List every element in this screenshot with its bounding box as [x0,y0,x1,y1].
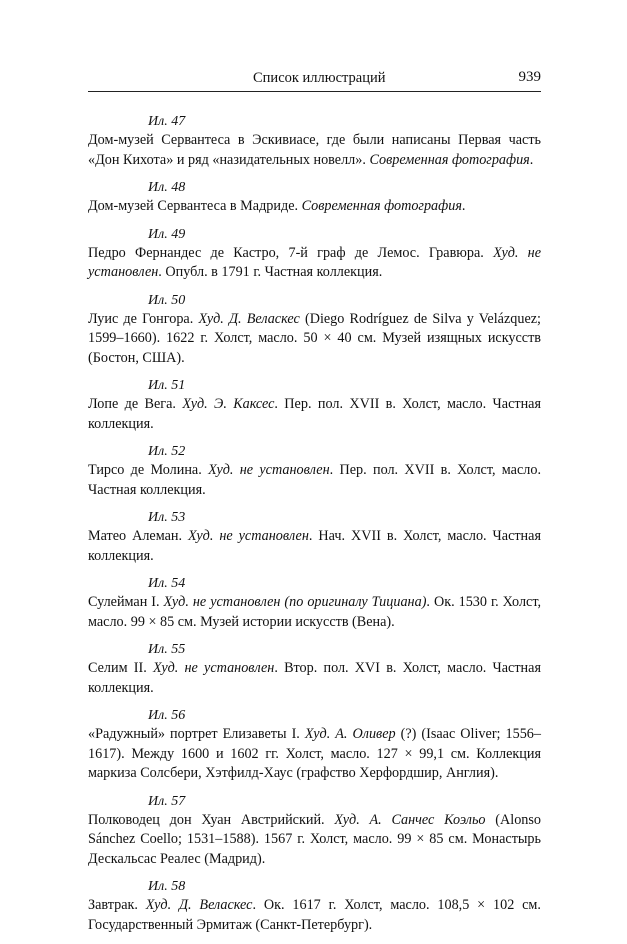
illustration-caption: Сулейман I. Худ. не установлен (по оригиналу Тициана). Ок. 1530 г. Холст, масло. 99 × 85 см. Музей истории искусств (Вена). [88,594,541,630]
list-item [88,509,541,566]
illustration-label: Ил. 48 [148,180,186,195]
illustration-caption: Полководец дон Хуан Австрийский. Худ. А. Санчес Коэльо (Alonso Sánchez Coello; 1531–1588). 1567 г. Холст, масло. 99 × 85 см. Монастырь Дескальсас Реалес (Мадрид). [88,811,542,867]
list-item [88,292,541,369]
header-title: Список иллюстраций [253,70,386,86]
list-item [88,575,541,632]
running-header [88,66,541,92]
illustration-label: Ил. 49 [148,226,186,242]
illustration-caption: Луис де Гонгора. Худ. Д. Веласкес (Diego Rodríguez de Silva y Velázquez; 1599–1660). 1622 г. Холст, масло. 50 × 40 см. Музей изящных искусств (Бостон, США). [88,310,541,366]
list-item [88,443,541,500]
illustration-caption: Дом-музей Сервантеса в Мадриде. Современная фотография. [88,198,466,214]
list-item [88,707,541,784]
illustration-caption: Педро Фернандес де Кастро, 7-й граф де Лемос. Гравюра. Худ. не установлен. Опубл. в 1791 г. Частная коллекция. [88,244,542,280]
page-number: 939 [518,69,541,85]
illustration-caption: Завтрак. Худ. Д. Веласкес. Ок. 1617 г. Холст, масло. 108,5 × 102 см. Государственный Эрмитаж (Санкт-Петербург). [88,897,541,933]
illustration-label: Ил. 55 [148,642,186,657]
illustration-label: Ил. 47 [148,114,186,129]
illustration-label: Ил. 50 [148,292,186,308]
illustration-caption: Матео Алеман. Худ. не установлен. Нач. XVII в. Холст, масло. Частная коллекция. [88,528,541,564]
list-item [88,226,541,283]
list-item [88,377,541,434]
illustration-list [88,113,541,944]
illustration-label: Ил. 58 [148,879,186,894]
list-item [88,793,541,870]
list-item [88,113,541,170]
list-item [88,179,541,217]
illustration-label: Ил. 54 [148,576,186,591]
illustration-caption: Дом-музей Сервантеса в Эскивиасе, где были написаны Первая часть «Дон Кихота» и ряд «назидательных новелл». Современная фотография. [88,132,541,168]
illustration-label: Ил. 57 [148,793,186,809]
illustration-label: Ил. 52 [148,444,186,459]
list-item [88,641,541,698]
illustration-label: Ил. 53 [148,510,186,525]
header-rule [88,91,541,92]
illustration-caption: Селим II. Худ. не установлен. Втор. пол. XVI в. Холст, масло. Частная коллекция. [88,660,541,696]
list-item [88,878,541,935]
illustration-label: Ил. 56 [148,708,186,723]
illustration-label: Ил. 51 [148,378,186,393]
illustration-caption: Тирсо де Молина. Худ. не установлен. Пер. пол. XVII в. Холст, масло. Частная коллекция. [88,462,541,498]
illustration-caption: Лопе де Вега. Худ. Э. Каксес. Пер. пол. XVII в. Холст, масло. Частная коллекция. [88,396,541,432]
illustration-caption: «Радужный» портрет Елизаветы I. Худ. А. Оливер (?) (Isaac Oliver; 1556–1617). Между 1600 и 1602 гг. Холст, масло. 127 × 99,1 см. Коллекция маркиза Солсбери, Хэтфилд-Хаус (графство Херфордшир, Англия). [88,726,541,781]
